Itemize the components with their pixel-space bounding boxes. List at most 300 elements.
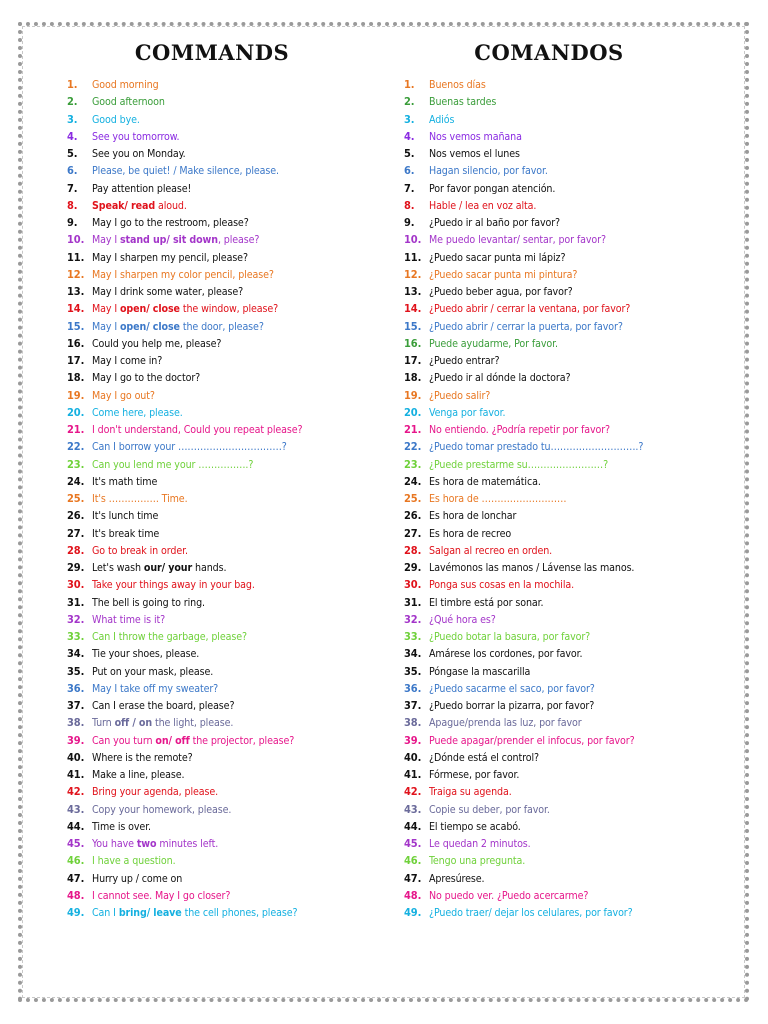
item-text: May I	[92, 320, 120, 333]
item-number: 33.	[404, 630, 422, 643]
item-text: Es hora de matemática.	[429, 475, 541, 488]
spanish-command-item	[404, 783, 724, 800]
spanish-command-item	[404, 76, 724, 93]
spanish-command-item	[404, 852, 724, 869]
item-text: Amárese los cordones, por favor.	[429, 648, 583, 661]
english-command-item	[67, 749, 387, 766]
item-number: 37.	[404, 699, 422, 712]
spanish-command-item	[404, 766, 724, 783]
english-command-item	[67, 594, 387, 611]
item-text: Copy your homework, please.	[92, 803, 232, 816]
item-number: 36.	[67, 681, 85, 695]
item-text: Es hora de recreo	[429, 527, 512, 540]
item-text: Hurry up / come on	[92, 872, 183, 885]
english-command-item	[67, 542, 387, 559]
spanish-command-item	[404, 525, 724, 542]
item-number: 21.	[67, 423, 85, 436]
english-command-item	[67, 525, 387, 542]
item-text: Come here, please.	[92, 406, 183, 419]
english-command-item	[67, 214, 387, 231]
item-text: May I drink some water, please?	[92, 286, 244, 298]
english-command-item	[67, 249, 387, 266]
item-number: 40.	[404, 750, 422, 764]
item-number: 41.	[67, 768, 85, 781]
item-text: Where is the remote?	[92, 751, 193, 764]
item-number: 23.	[67, 457, 85, 471]
spanish-command-item	[404, 352, 724, 369]
item-text: ¿Qué hora es?	[429, 613, 496, 626]
item-number: 23.	[404, 457, 422, 471]
spanish-command-item	[404, 335, 724, 352]
spanish-command-item	[404, 542, 724, 559]
item-number: 28.	[67, 543, 85, 557]
item-text: ¿Puedo sacar punta mi pintura?	[429, 268, 578, 281]
item-text: Good morning	[92, 79, 159, 91]
english-command-item	[67, 404, 387, 421]
item-text: ¿Puedo salir?	[429, 389, 491, 402]
item-number: 48.	[404, 888, 422, 902]
item-text: Make a line, please.	[92, 769, 185, 781]
item-text: May I sharpen my color pencil, please?	[92, 268, 274, 281]
spanish-command-item	[404, 576, 724, 593]
item-number: 49.	[67, 906, 85, 919]
english-column	[67, 38, 387, 921]
item-text: ¿Puedo abrir / cerrar la ventana, por favor?	[429, 303, 631, 316]
spanish-command-item	[404, 93, 724, 110]
item-text-emphasis: open/ close	[119, 303, 180, 316]
spanish-command-item	[404, 111, 724, 128]
item-text: , please?	[217, 234, 260, 247]
item-text: the projector, please?	[189, 734, 295, 747]
spanish-command-item	[404, 145, 724, 162]
item-text: Can I	[92, 907, 119, 919]
item-text: May I go to the doctor?	[92, 372, 201, 385]
spanish-command-item	[404, 732, 724, 749]
item-text: I cannot see. May I go closer?	[92, 889, 231, 902]
item-text: Turn	[92, 717, 115, 730]
item-number: 48.	[67, 888, 85, 902]
item-number: 44.	[404, 819, 422, 833]
item-text: Buenos días	[429, 79, 486, 91]
item-text: It's ……………. Time.	[92, 493, 188, 505]
item-number: 18.	[67, 371, 85, 385]
item-number: 37.	[67, 699, 85, 712]
item-text: Tie your shoes, please.	[92, 648, 200, 661]
item-text: May I go out?	[92, 389, 155, 402]
english-command-item	[67, 835, 387, 852]
item-text: Nos vemos el lunes	[429, 148, 520, 160]
item-number: 6.	[67, 164, 78, 178]
english-command-item	[67, 490, 387, 507]
english-command-item	[67, 576, 387, 593]
item-text: ¿Puedo botar la basura, por favor?	[429, 631, 591, 643]
item-text: the light, please.	[152, 717, 234, 730]
english-command-item	[67, 783, 387, 800]
item-text: Can I erase the board, please?	[92, 700, 235, 712]
english-command-item	[67, 283, 387, 300]
item-text: Fórmese, por favor.	[429, 769, 520, 781]
item-text: May I	[92, 234, 120, 247]
item-text: the door, please?	[179, 320, 264, 333]
item-text: Put on your mask, please.	[92, 665, 214, 678]
item-number: 31.	[404, 595, 422, 609]
spanish-command-item	[404, 214, 724, 231]
spanish-title: COMANDOS	[474, 40, 624, 65]
spanish-command-item	[404, 421, 724, 438]
english-command-item	[67, 559, 387, 576]
item-number: 31.	[67, 595, 85, 609]
spanish-command-item	[404, 438, 724, 455]
item-number: 19.	[67, 388, 85, 402]
english-command-item	[67, 766, 387, 783]
item-text: What time is it?	[92, 613, 166, 626]
item-text: May I	[92, 303, 120, 316]
english-command-item	[67, 76, 387, 93]
item-text: ¿Puedo borrar la pizarra, por favor?	[429, 700, 595, 712]
item-text: No entiendo. ¿Podría repetir por favor?	[429, 424, 611, 436]
item-text: Pay attention please!	[92, 182, 192, 195]
item-text: Good bye.	[92, 113, 140, 126]
item-text: El timbre está por sonar.	[429, 596, 544, 609]
english-command-item	[67, 870, 387, 887]
item-text-emphasis: off / on	[114, 717, 153, 730]
item-number: 12.	[67, 267, 85, 281]
item-text: Adiós	[429, 113, 455, 126]
spanish-command-item	[404, 835, 724, 852]
item-text: Tengo una pregunta.	[429, 855, 526, 868]
item-text: Hable / lea en voz alta.	[429, 199, 537, 212]
spanish-command-item	[404, 628, 724, 645]
spanish-command-item	[404, 559, 724, 576]
item-number: 24.	[67, 474, 85, 488]
item-number: 33.	[67, 630, 85, 643]
item-text: Nos vemos mañana	[429, 130, 522, 143]
english-command-item	[67, 128, 387, 145]
english-command-item	[67, 697, 387, 714]
item-text: Apague/prenda las luz, por favor	[429, 717, 582, 730]
item-text: El tiempo se acabó.	[429, 820, 521, 833]
english-command-item	[67, 197, 387, 214]
english-command-item	[67, 801, 387, 818]
item-number: 11.	[404, 250, 422, 264]
item-number: 36.	[404, 681, 422, 695]
english-command-item	[67, 438, 387, 455]
item-number: 38.	[404, 716, 422, 730]
item-text: Go to break in order.	[92, 544, 188, 557]
item-number: 24.	[404, 474, 422, 488]
english-command-item	[67, 231, 387, 248]
spanish-command-item	[404, 249, 724, 266]
english-command-item	[67, 369, 387, 386]
item-text: ¿Puedo abrir / cerrar la puerta, por favor?	[429, 320, 623, 333]
item-text: The bell is going to ring.	[92, 596, 205, 609]
item-number: 15.	[67, 319, 85, 333]
spanish-command-item	[404, 456, 724, 473]
english-command-item	[67, 628, 387, 645]
item-text: Let's wash	[92, 562, 144, 574]
item-text: May I come in?	[92, 355, 163, 367]
english-command-item	[67, 456, 387, 473]
spanish-command-list	[404, 76, 724, 921]
spanish-command-item	[404, 714, 724, 731]
item-text: It's math time	[92, 475, 158, 488]
item-text: ¿Dónde está el control?	[429, 751, 539, 764]
item-text-emphasis: stand up/ sit down	[119, 234, 218, 247]
item-number: 8.	[404, 198, 415, 212]
spanish-command-item	[404, 645, 724, 662]
item-text-emphasis: open/ close	[119, 320, 180, 333]
item-text: Please, be quiet! / Make silence, please.	[92, 165, 279, 178]
item-text: ¿Puedo sacarme el saco, por favor?	[429, 682, 595, 695]
item-text: Apresúrese.	[429, 872, 485, 885]
item-text: Good afternoon	[92, 96, 165, 109]
item-number: 44.	[67, 819, 85, 833]
english-command-item	[67, 680, 387, 697]
spanish-command-item	[404, 231, 724, 248]
english-command-list	[67, 76, 387, 921]
english-command-item	[67, 352, 387, 369]
item-text-emphasis: bring/ leave	[118, 907, 182, 919]
item-number: 9.	[404, 216, 415, 229]
item-number: 20.	[404, 405, 422, 419]
item-number: 49.	[404, 906, 422, 919]
item-number: 3.	[67, 112, 78, 126]
item-number: 20.	[67, 405, 85, 419]
item-number: 2.	[67, 95, 78, 109]
item-number: 39.	[67, 733, 85, 747]
item-number: 25.	[404, 492, 422, 505]
item-text: Es hora de lonchar	[429, 510, 517, 523]
item-number: 34.	[67, 647, 85, 661]
item-number: 17.	[67, 354, 85, 367]
spanish-command-item	[404, 507, 724, 524]
english-command-item	[67, 645, 387, 662]
item-text: Póngase la mascarilla	[429, 665, 531, 678]
item-number: 7.	[67, 181, 78, 195]
item-text: Hagan silencio, por favor.	[429, 165, 548, 178]
item-text: Lavémonos las manos / Lávense las manos.	[429, 562, 635, 574]
item-number: 19.	[404, 388, 422, 402]
spanish-command-item	[404, 594, 724, 611]
spanish-command-item	[404, 801, 724, 818]
spanish-command-item	[404, 749, 724, 766]
spanish-command-item	[404, 162, 724, 179]
item-number: 3.	[404, 112, 415, 126]
item-number: 34.	[404, 647, 422, 661]
item-text-emphasis: Speak/ read	[92, 199, 156, 212]
item-number: 27.	[404, 526, 422, 540]
item-number: 42.	[67, 785, 85, 799]
english-command-item	[67, 318, 387, 335]
item-number: 39.	[404, 733, 422, 747]
item-number: 32.	[67, 612, 85, 626]
spanish-command-item	[404, 300, 724, 317]
item-text: Ponga sus cosas en la mochila.	[429, 579, 575, 592]
item-text-emphasis: our/ your	[143, 562, 193, 574]
item-number: 16.	[404, 336, 422, 350]
english-command-item	[67, 145, 387, 162]
item-text: You have	[92, 838, 137, 850]
item-text: Copie su deber, por favor.	[429, 803, 550, 816]
item-text: May I go to the restroom, please?	[92, 217, 249, 229]
spanish-command-item	[404, 887, 724, 904]
english-command-item	[67, 335, 387, 352]
item-number: 29.	[404, 561, 422, 574]
item-number: 14.	[67, 302, 85, 316]
item-number: 10.	[67, 233, 85, 247]
item-text: ¿Puede prestarme su……………………?	[429, 458, 609, 471]
item-text: Salgan al recreo en orden.	[429, 544, 553, 557]
item-number: 46.	[67, 854, 85, 868]
item-number: 22.	[404, 440, 422, 454]
item-text: Could you help me, please?	[92, 337, 222, 350]
english-command-item	[67, 611, 387, 628]
english-command-item	[67, 473, 387, 490]
item-number: 21.	[404, 423, 422, 436]
item-number: 35.	[67, 664, 85, 678]
item-text: hands.	[192, 562, 227, 574]
item-number: 2.	[404, 95, 415, 109]
item-text: May I sharpen my pencil, please?	[92, 251, 248, 264]
english-command-item	[67, 904, 387, 921]
item-text: It's break time	[92, 527, 160, 540]
spanish-command-item	[404, 266, 724, 283]
item-number: 8.	[67, 198, 78, 212]
item-text: Can you turn	[92, 734, 156, 747]
item-number: 27.	[67, 526, 85, 540]
item-number: 30.	[404, 578, 422, 592]
item-text: the window, please?	[179, 303, 279, 316]
item-text: I have a question.	[92, 855, 176, 868]
item-number: 16.	[67, 336, 85, 350]
item-text: See you on Monday.	[92, 148, 186, 160]
english-command-item	[67, 714, 387, 731]
item-text: See you tomorrow.	[92, 130, 180, 143]
spanish-command-item	[404, 818, 724, 835]
item-number: 45.	[67, 837, 85, 850]
english-title: COMMANDS	[134, 40, 290, 65]
english-command-item	[67, 93, 387, 110]
item-number: 41.	[404, 768, 422, 781]
item-text: I don't understand, Could you repeat please?	[92, 424, 303, 436]
item-text: Venga por favor.	[429, 406, 506, 419]
item-text: Can you lend me your …………….?	[92, 458, 254, 471]
english-command-item	[67, 387, 387, 404]
item-number: 32.	[404, 612, 422, 626]
item-text: ¿Puedo entrar?	[429, 355, 500, 367]
item-number: 10.	[404, 233, 422, 247]
spanish-command-item	[404, 611, 724, 628]
item-number: 29.	[67, 561, 85, 574]
item-number: 11.	[67, 250, 85, 264]
item-text: Can I borrow your ……………………………?	[92, 441, 287, 454]
item-number: 7.	[404, 181, 415, 195]
item-text: ¿Puedo traer/ dejar los celulares, por favor?	[429, 907, 633, 919]
item-number: 5.	[67, 147, 78, 160]
item-number: 1.	[404, 78, 415, 91]
item-number: 9.	[67, 216, 78, 229]
item-number: 25.	[67, 492, 85, 505]
item-text: Time is over.	[92, 820, 151, 833]
item-number: 13.	[404, 285, 422, 298]
item-number: 28.	[404, 543, 422, 557]
english-command-item	[67, 421, 387, 438]
item-number: 5.	[404, 147, 415, 160]
english-command-item	[67, 180, 387, 197]
item-text: ¿Puedo ir al baño por favor?	[429, 217, 560, 229]
spanish-command-item	[404, 490, 724, 507]
spanish-command-item	[404, 680, 724, 697]
item-text: minutes left.	[156, 838, 219, 850]
item-number: 4.	[67, 129, 78, 143]
item-number: 14.	[404, 302, 422, 316]
item-text: Le quedan 2 minutos.	[429, 838, 531, 850]
item-number: 22.	[67, 440, 85, 454]
item-text-emphasis: on/ off	[155, 734, 190, 747]
item-number: 43.	[404, 802, 422, 816]
item-number: 47.	[404, 871, 422, 885]
spanish-command-item	[404, 404, 724, 421]
english-command-item	[67, 300, 387, 317]
english-command-item	[67, 887, 387, 904]
english-command-item	[67, 852, 387, 869]
item-number: 35.	[404, 664, 422, 678]
item-number: 4.	[404, 129, 415, 143]
item-text: Buenas tardes	[429, 96, 497, 109]
item-text: Es hora de ………………………	[429, 493, 567, 505]
item-text-emphasis: two	[136, 838, 157, 850]
spanish-command-item	[404, 283, 724, 300]
item-text: Bring your agenda, please.	[92, 786, 219, 799]
item-number: 26.	[67, 509, 85, 523]
english-command-item	[67, 663, 387, 680]
spanish-command-item	[404, 870, 724, 887]
item-text: Puede apagar/prender el infocus, por favor?	[429, 734, 635, 747]
spanish-command-item	[404, 904, 724, 921]
item-text: Take your things away in your bag.	[92, 579, 255, 592]
item-number: 47.	[67, 871, 85, 885]
item-number: 42.	[404, 785, 422, 799]
item-number: 15.	[404, 319, 422, 333]
item-number: 13.	[67, 285, 85, 298]
item-text: Puede ayudarme, Por favor.	[429, 337, 558, 350]
item-text: ¿Puedo beber agua, por favor?	[429, 286, 573, 298]
item-number: 46.	[404, 854, 422, 868]
english-command-item	[67, 732, 387, 749]
spanish-command-item	[404, 473, 724, 490]
item-number: 26.	[404, 509, 422, 523]
english-command-item	[67, 266, 387, 283]
item-text: Por favor pongan atención.	[429, 182, 556, 195]
item-text: Can I throw the garbage, please?	[92, 631, 247, 643]
spanish-command-item	[404, 663, 724, 680]
item-number: 17.	[404, 354, 422, 367]
english-command-item	[67, 507, 387, 524]
spanish-column	[404, 38, 724, 921]
spanish-command-item	[404, 387, 724, 404]
item-number: 12.	[404, 267, 422, 281]
english-command-item	[67, 111, 387, 128]
item-text: Me puedo levantar/ sentar, por favor?	[429, 234, 606, 247]
item-text: ¿Puedo ir al dónde la doctora?	[429, 372, 571, 385]
spanish-command-item	[404, 369, 724, 386]
spanish-command-item	[404, 318, 724, 335]
item-text: ¿Puedo sacar punta mi lápiz?	[429, 251, 566, 264]
spanish-command-item	[404, 197, 724, 214]
spanish-command-item	[404, 128, 724, 145]
item-text: ¿Puedo tomar prestado tu……………………….?	[429, 441, 644, 454]
item-number: 38.	[67, 716, 85, 730]
